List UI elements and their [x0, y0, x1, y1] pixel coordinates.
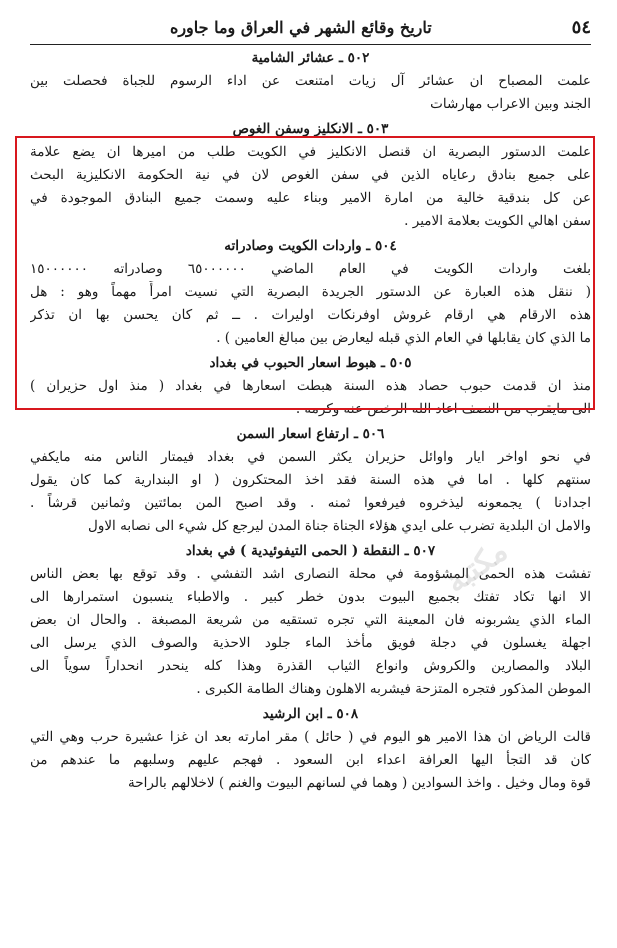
- text-line: على جميع بنادق رعاياه الذين في سفن الغوص لان في نية الحكومة الانكليزية البحث: [30, 167, 591, 183]
- text-line: سفن اهالي الكويت بعلامة الامير .: [404, 213, 591, 229]
- section-heading: ٥٠٣ ـ الانكليز وسفن الغوص: [232, 121, 389, 137]
- article-section: [30, 237, 591, 350]
- text-line: ما الذي كان يقابلها في العام الذي قبله ليعارض بين مبالغ العامين ) .: [216, 330, 591, 346]
- text-line: والامل ان البلدية تضرب على ايدي هؤلاء الجناة جناة المدن ليرجع كل شيء الى نصابه الاول: [88, 518, 591, 534]
- text-line: هذه الارقام هي ارقام غروش اوفرنكات اوليرات . ــ ثم كان يحسن بها ان تذكر: [30, 307, 591, 323]
- section-heading: ٥٠٢ ـ عشائر الشامية: [251, 50, 370, 66]
- text-line: قالت الرياض ان هذا الامير هو اليوم في ( حائل ) مقر امارته بعد ان غزا عشيرة حرب وهي التي: [30, 729, 591, 745]
- section-heading: ٥٠٦ ـ ارتفاع اسعار السمن: [236, 426, 385, 442]
- text-line: سنتهم كلها . اما في هذه السنة فقد اخذ المحتكرون ( او البندارية كما كان يقول: [30, 472, 591, 488]
- text-line: كان قد التجأ اليها العرافة اعداء ابن السعود . فهجم عليهم وسلبهم ما عندهم من: [30, 752, 591, 768]
- section-heading: ٥٠٥ ـ هبوط اسعار الحبوب في بغداد: [209, 355, 412, 371]
- text-line: الماء الذي يشربونه فان المعينة التي تجره تستقيه من شريعة المصبغة . والحال ان بعض: [30, 612, 591, 628]
- text-line: علمت المصباح ان عشائر آل زيات امتنعت عن اداء الرسوم للجباة فحصلت بين: [30, 73, 591, 89]
- section-paragraph: [30, 375, 591, 421]
- section-paragraph: [30, 141, 591, 233]
- text-line: ( ننقل هذه العبارة عن الدستور الجريدة البصرية التي نسيت امرأً مهماً وهو : هل: [30, 284, 591, 300]
- section-heading: ٥٠٨ ـ ابن الرشيد: [262, 706, 359, 722]
- text-line: الموطن المذكور فتجره المتزحة فيشربه الاهلون وهناك الطامة الكبرى .: [196, 681, 591, 697]
- page-body: [30, 49, 591, 795]
- article-section: [30, 49, 591, 116]
- text-line: عن كل بندقية خالية من امارة الامير وبناء عليه وسمت جميع البنادق الموجودة في: [30, 190, 591, 206]
- text-line: بلغت واردات الكويت في العام الماضي ٦٥٠٠٠٠٠٠ وصادراته ١٥٠٠٠٠٠٠: [30, 261, 591, 277]
- text-line: الا انها تكاد تفتك بجميع البيوت بدون خطر كبير . والاطباء ينسبون استمرارها الى: [30, 589, 591, 605]
- text-line: في نحو اواخر ايار واوائل حزيران يكثر السمن في بغداد فيمتار الناس منه مايكفي: [30, 449, 591, 465]
- section-heading: ٥٠٤ ـ واردات الكويت وصادراته: [224, 238, 397, 254]
- text-line: اجهلة يغسلون في دجلة فويق مأخذ الماء جلود الاحذية والصوف الذي يرسل الى: [30, 635, 591, 651]
- text-line: علمت الدستور البصرية ان قنصل الانكليز في الكويت طلب من اميرها ان يضع علامة: [30, 144, 591, 160]
- text-line: الجند وبين الاعراب مهارشات: [430, 96, 591, 112]
- text-line: تفشت هذه الحمى المشؤومة في محلة النصارى اشد التفشي . وقد توقع بها بعض الناس: [30, 566, 591, 582]
- text-line: اجدادنا ) يجمعونه ليذخروه فيرفعوا ثمنه . وقد اصبح المن بمائتين وثمانين قرشاً .: [30, 495, 591, 511]
- section-heading: ٥٠٧ ـ النقطة ( الحمى التيفوئيدية ) في بغداد: [185, 543, 436, 559]
- text-line: البلاد والمصارين والكروش وانواع الثياب القذرة وهذا كله ينحدر انحداراً سوياً الى: [30, 658, 591, 674]
- text-line: منذ ان قدمت حبوب حصاد هذه السنة هبطت اسعارها في بغداد ( منذ اول حزيران ): [30, 378, 591, 394]
- article-section: [30, 354, 591, 421]
- section-paragraph: [30, 258, 591, 350]
- page-header: [30, 0, 591, 45]
- running-title: تاريخ وقائع الشهر في العراق وما جاوره: [169, 17, 432, 37]
- text-line: قوة ومال وخيل . واخذ السوادين ( وهما في لسانهم البيوت والغنم ) لاخلالهم بالراحة: [128, 775, 591, 791]
- article-section: [30, 120, 591, 233]
- section-paragraph: [30, 726, 591, 795]
- page-number: ٥٤: [571, 16, 591, 38]
- section-paragraph: [30, 70, 591, 116]
- text-line: الى مايقرب من النصف اعاد الله الرخص عنه وكرمه .: [295, 401, 591, 417]
- watermark-stamp: مكتبة: [439, 533, 515, 601]
- article-section: [30, 705, 591, 795]
